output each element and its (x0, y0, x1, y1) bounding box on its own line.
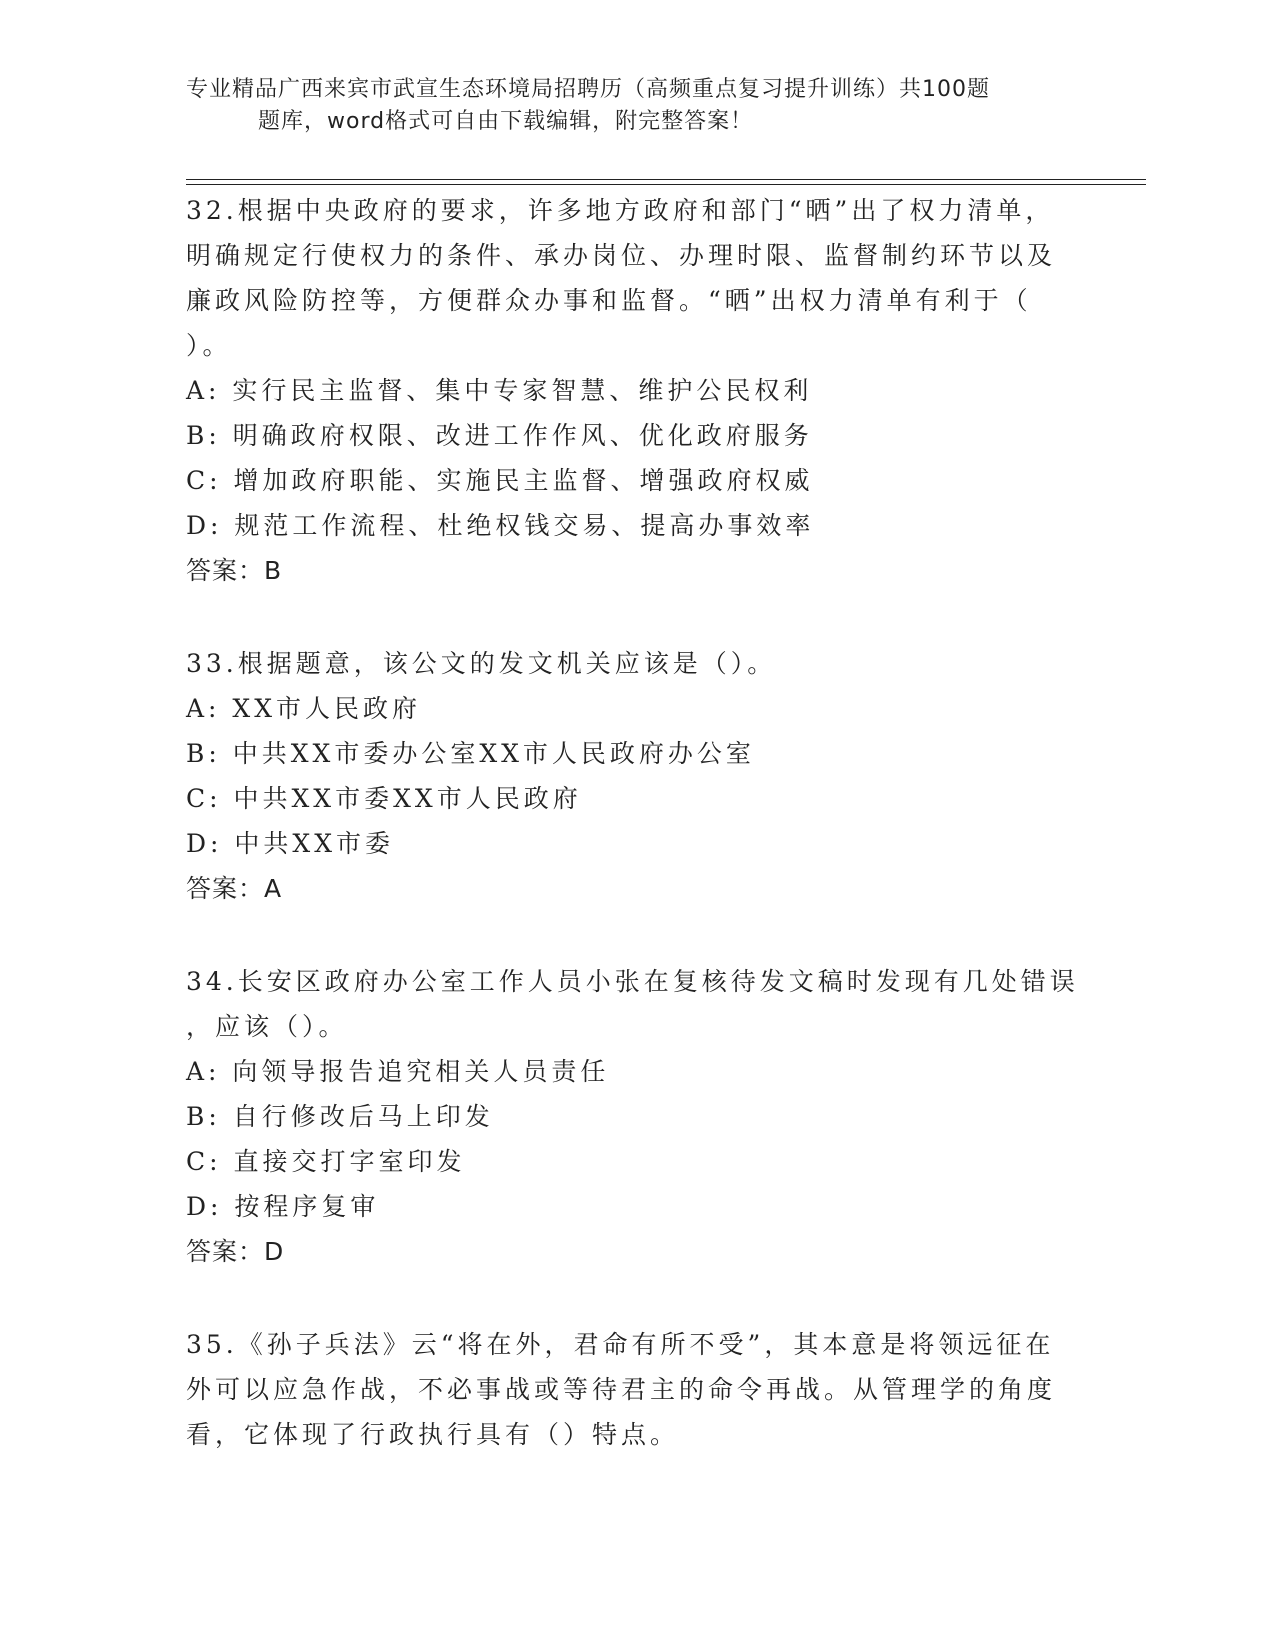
option-c: C: 中共XX市委XX市人民政府 (186, 784, 582, 813)
option-b: B: 中共XX市委办公室XX市人民政府办公室 (186, 739, 755, 768)
question-text-line: 廉政风险防控等，方便群众办事和监督。“晒”出权力清单有利于（ (186, 286, 1032, 315)
header-divider-bottom (186, 184, 1146, 185)
answer-label: 答案：D (186, 1237, 285, 1266)
answer-label: 答案：A (186, 874, 283, 903)
question-text-line: 外可以应急作战，不必事战或等待君主的命令再战。从管理学的角度 (186, 1375, 1057, 1404)
header-divider-top (186, 179, 1146, 180)
question-text-line: ）。 (186, 331, 232, 360)
question-text-line: 35.《孙子兵法》云“将在外，君命有所不受”，其本意是将领远征在 (186, 1330, 1055, 1359)
option-a: A: XX市人民政府 (186, 694, 422, 723)
question-34 (186, 959, 1086, 1274)
question-text-line: ，应该（）。 (186, 1012, 348, 1041)
question-text-line: 33.根据题意，该公文的发文机关应该是（）。 (186, 649, 777, 678)
question-text-line: 32.根据中央政府的要求，许多地方政府和部门“晒”出了权力清单， (186, 196, 1055, 225)
header-title-line2: 题库，word格式可自由下载编辑，附完整答案！ (258, 109, 754, 134)
option-d: D: 规范工作流程、杜绝权钱交易、提高办事效率 (186, 511, 815, 540)
answer-label: 答案：B (186, 556, 283, 585)
option-c: C: 增加政府职能、实施民主监督、增强政府权威 (186, 466, 814, 495)
question-33 (186, 641, 1086, 911)
option-d: D: 中共XX市委 (186, 829, 395, 858)
header-title-line1: 专业精品广西来宾市武宣生态环境局招聘历（高频重点复习提升训练）共100题 (186, 77, 990, 102)
question-list (186, 188, 1086, 1505)
document-header (186, 74, 1086, 138)
option-d: D: 按程序复审 (186, 1192, 380, 1221)
option-b: B: 自行修改后马上印发 (186, 1102, 494, 1131)
option-a: A: 实行民主监督、集中专家智慧、维护公民权利 (186, 376, 813, 405)
option-a: A: 向领导报告追究相关人员责任 (186, 1057, 610, 1086)
question-text-line: 34.长安区政府办公室工作人员小张在复核待发文稿时发现有几处错误 (186, 967, 1079, 996)
question-text-line: 看，它体现了行政执行具有（）特点。 (186, 1420, 680, 1449)
option-b: B: 明确政府权限、改进工作作风、优化政府服务 (186, 421, 813, 450)
option-c: C: 直接交打字室印发 (186, 1147, 466, 1176)
question-32 (186, 188, 1086, 593)
question-text-line: 明确规定行使权力的条件、承办岗位、办理时限、监督制约环节以及 (186, 241, 1057, 270)
question-35 (186, 1322, 1086, 1457)
